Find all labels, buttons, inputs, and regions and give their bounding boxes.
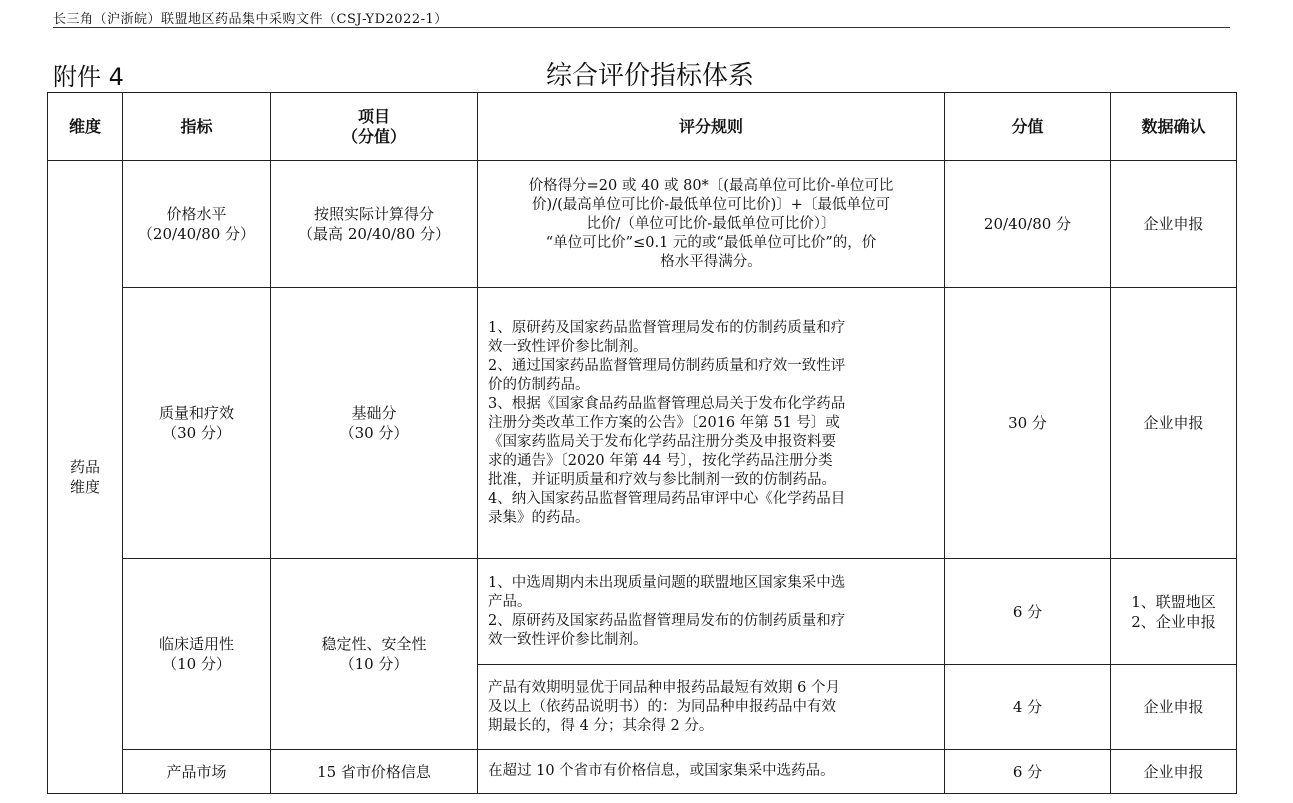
quality-rule-line: 4、纳入国家药品监督管理局药品审评中心《化学药品目: [488, 490, 846, 507]
table-header-row: [48, 93, 1237, 161]
header-indicator: 指标: [123, 93, 271, 161]
quality-item-line1: 基础分: [351, 404, 397, 422]
clinical-item-cell: [271, 559, 478, 750]
evaluation-table: [47, 92, 1237, 794]
clinical-indicator-line2: （10 分）: [162, 655, 231, 673]
header-dimension: 维度: [48, 93, 123, 161]
market-indicator-cell: 产品市场: [123, 750, 271, 794]
quality-rule-line: 注册分类改革工作方案的公告》〔2016 年第 51 号〕或: [488, 414, 840, 431]
clinical-b-score-cell: 4 分: [945, 665, 1111, 750]
price-rule-line: “单位可比价”≤0.1 元的或“最低单位可比价”的，价: [545, 234, 877, 251]
header-item: [271, 93, 478, 161]
header-item-line2: （分值）: [341, 126, 406, 146]
quality-item-line2: （30 分）: [339, 424, 409, 442]
quality-rule-line: 求的通告》〔2020 年第 44 号〕，按化学药品注册分类: [488, 452, 833, 469]
price-confirm-cell: 企业申报: [1111, 161, 1237, 288]
price-score-cell: 20/40/80 分: [945, 161, 1111, 288]
price-indicator-cell: [123, 161, 271, 288]
quality-score-cell: 30 分: [945, 288, 1111, 559]
quality-rule-line: 3、根据《国家食品药品监督管理总局关于发布化学药品: [488, 395, 846, 412]
quality-item-cell: [271, 288, 478, 559]
running-header: 长三角（沪浙皖）联盟地区药品集中采购文件（CSJ-YD2022-1）: [53, 12, 448, 27]
quality-indicator-cell: [123, 288, 271, 559]
quality-rule-line: 价的仿制药品。: [488, 376, 590, 393]
price-rule-line: 比价/（单位可比价-最低单位可比价）〕: [586, 215, 836, 232]
clinical-item-line1: 稳定性、安全性: [321, 635, 427, 653]
clinical-a-rule-line: 产品。: [488, 593, 532, 610]
quality-rule-line: 录集》的药品。: [488, 509, 590, 526]
clinical-a-confirm-line2: 2、企业申报: [1131, 612, 1216, 631]
clinical-b-confirm-cell: 企业申报: [1111, 665, 1237, 750]
header-rule: 评分规则: [478, 93, 945, 161]
price-rule-line: 价)/(最高单位可比价-最低单位可比价)〕+〔最低单位可: [532, 196, 890, 213]
header-rule: [53, 27, 1230, 28]
price-rule-line: 价格得分=20 或 40 或 80*〔(最高单位可比价-单位可比: [528, 177, 894, 194]
clinical-b-rule-line: 期最长的，得 4 分；其余得 2 分。: [488, 717, 714, 734]
dimension-group-cell: [48, 161, 123, 794]
header-data-confirm: 数据确认: [1111, 93, 1237, 161]
quality-rule-line: 《国家药监局关于发布化学药品注册分类及申报资料要: [488, 433, 836, 450]
clinical-a-score-cell: 6 分: [945, 559, 1111, 665]
clinical-a-rule-line: 1、中选周期内未出现质量问题的联盟地区国家集采中选: [488, 574, 846, 591]
dimension-line1: 药品: [69, 458, 100, 476]
price-indicator-line1: 价格水平: [166, 205, 227, 223]
table-row-price: [48, 161, 1237, 288]
quality-confirm-cell: 企业申报: [1111, 288, 1237, 559]
clinical-b-rule-line: 产品有效期明显优于同品种申报药品最短有效期 6 个月: [488, 679, 840, 696]
clinical-b-rule-cell: [478, 665, 945, 750]
clinical-a-confirm-cell: [1111, 559, 1237, 665]
page-title: 综合评价指标体系: [545, 61, 754, 91]
clinical-b-rule-line: 及以上（依药品说明书）的：为同品种申报药品中有效: [488, 698, 836, 715]
clinical-a-rule-line: 效一致性评价参比制剂。: [488, 631, 648, 648]
clinical-a-confirm-line1: 1、联盟地区: [1131, 592, 1216, 611]
clinical-indicator-cell: [123, 559, 271, 750]
quality-rule-line: 批准，并证明质量和疗效与参比制剂一致的仿制药品。: [488, 471, 836, 488]
table-row-quality: [48, 288, 1237, 559]
header-score: 分值: [945, 93, 1111, 161]
market-score-cell: 6 分: [945, 750, 1111, 794]
price-item-line1: 按照实际计算得分: [313, 205, 434, 223]
quality-rule-cell: [478, 288, 945, 559]
table-row-market: [48, 750, 1237, 794]
price-indicator-line2: （20/40/80 分）: [137, 225, 256, 243]
clinical-item-line2: （10 分）: [339, 655, 409, 673]
price-rule-cell: [478, 161, 945, 288]
clinical-a-rule-cell: [478, 559, 945, 665]
price-item-cell: [271, 161, 478, 288]
quality-indicator-line1: 质量和疗效: [158, 404, 234, 422]
quality-indicator-line2: （30 分）: [162, 424, 231, 442]
quality-rule-line: 1、原研药及国家药品监督管理局发布的仿制药质量和疗: [488, 319, 846, 336]
price-item-line2: （最高 20/40/80 分）: [298, 225, 450, 243]
market-item-cell: 15 省市价格信息: [271, 750, 478, 794]
clinical-indicator-line1: 临床适用性: [158, 635, 234, 653]
quality-rule-line: 2、通过国家药品监督管理局仿制药质量和疗效一致性评: [488, 357, 846, 374]
clinical-a-rule-line: 2、原研药及国家药品监督管理局发布的仿制药质量和疗: [488, 612, 846, 629]
table-row-clinical-a: [48, 559, 1237, 665]
annex-label: 附件 4: [53, 63, 124, 91]
header-item-line1: 项目: [357, 106, 390, 126]
price-rule-line: 格水平得满分。: [660, 253, 762, 270]
market-confirm-cell: 企业申报: [1111, 750, 1237, 794]
market-rule-cell: 在超过 10 个省市有价格信息，或国家集采中选药品。: [478, 750, 945, 794]
quality-rule-line: 效一致性评价参比制剂。: [488, 338, 648, 355]
dimension-line2: 维度: [69, 478, 100, 496]
